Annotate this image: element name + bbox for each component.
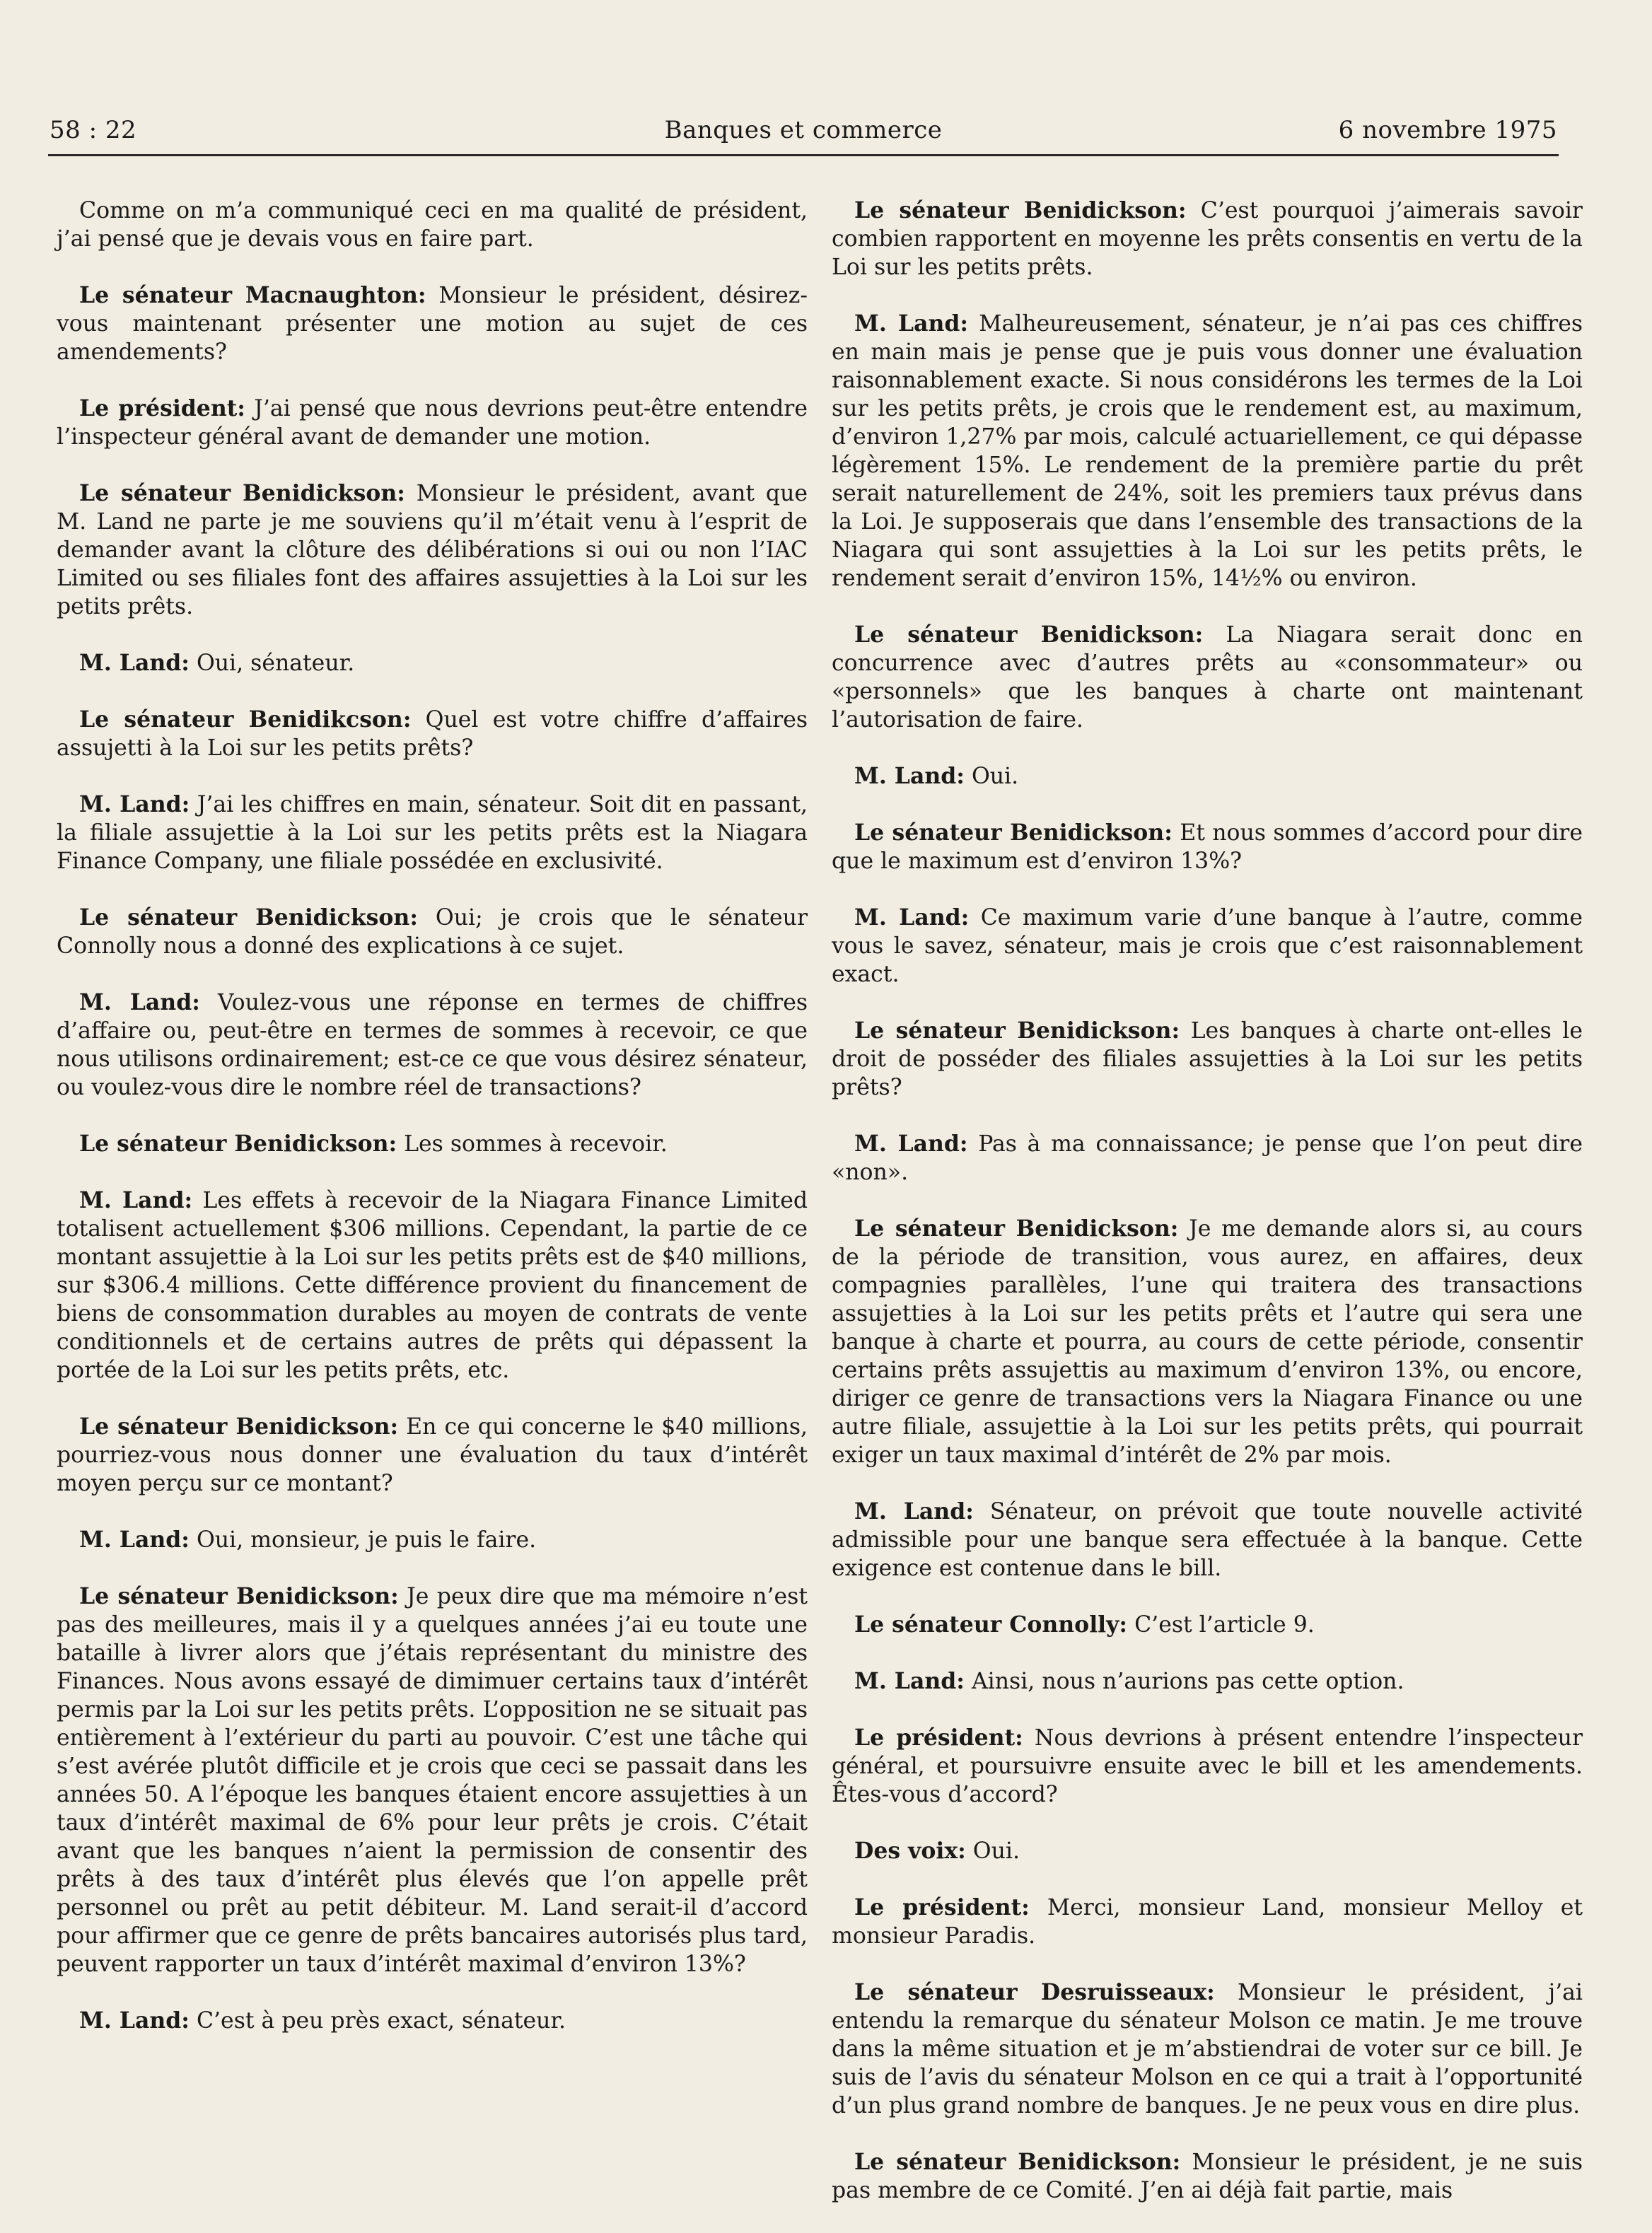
speaker-name: Le président: [854, 1894, 1030, 1920]
speaker-name: M. Land: [854, 904, 970, 931]
paragraph-text: Les effets à recevoir de la Niagara Finance Limited totalisent actuellement $306 millions. Cependant, la partie de ce montant assujettie à la Loi sur les petits prêts est de $40 millions, sur $306.4 millions. Cette différence provient du financement de biens de consommation durables au moyen de contrats de vente conditionnels et de certains autres de prêts qui dépassent la portée de la Loi sur les petits prêts, etc. [57, 1188, 808, 1383]
speaker-name: Le sénateur Macnaughton: [79, 282, 426, 308]
transcript-paragraph [57, 2007, 808, 2035]
speaker-name: M. Land: [854, 1131, 968, 1157]
transcript-paragraph [832, 1667, 1583, 1696]
speaker-name: M. Land: [854, 763, 965, 789]
speaker-name: Des voix: [854, 1838, 966, 1864]
speaker-name: M. Land: [79, 791, 190, 817]
transcript-paragraph [832, 1498, 1583, 1582]
transcript-paragraph [57, 395, 808, 451]
speaker-name: Le sénateur Benidickson: [854, 820, 1173, 846]
transcript-paragraph [57, 1526, 808, 1554]
transcript-paragraph [832, 197, 1583, 281]
running-title: Banques et commerce [664, 116, 943, 144]
speaker-name: Le sénateur Benidickson: [79, 1583, 399, 1609]
transcript-paragraph [832, 1130, 1583, 1187]
paragraph-text: Oui, sénateur. [196, 651, 355, 676]
paragraph-text: Monsieur le président, désirez-vous maintenant présenter une motion au sujet de ces amendements? [57, 283, 808, 365]
speaker-name: Le sénateur Benidickson: [854, 1018, 1180, 1044]
left-column [57, 197, 808, 2063]
speaker-name: Le président: [854, 1725, 1023, 1751]
paragraph-text: Malheureusement, sénateur, je n’ai pas ces chiffres en main mais je pense que je puis vous donner une évaluation raisonnablement exacte. Si nous considérons les termes de la Loi sur les petits prêts, je crois que le rendement est, au maximum, d’environ 1,27% par mois, calculé actuariellement, ce qui dépasse légèrement 15%. Le rendement de la première partie du prêt serait naturellement de 24%, soit les premiers taux prévus dans la Loi. Je supposerais que dans l’ensemble des transactions de la Niagara qui sont assujetties à la Loi sur les petits prêts, le rendement serait d’environ 15%, 14½% ou environ. [832, 311, 1583, 591]
paragraph-text: Les banques à charte ont-elles le droit de posséder des filiales assujetties à la Loi sur les petits prêts? [832, 1018, 1583, 1100]
speaker-name: M. Land: [854, 310, 969, 337]
right-column [832, 197, 1583, 2233]
speaker-name: Le sénateur Benidickson: [854, 622, 1204, 648]
speaker-name: Le sénateur Benidickson: [79, 480, 405, 506]
paragraph-text: Les sommes à recevoir. [404, 1131, 668, 1157]
paragraph-text: Monsieur le président, je ne suis pas membre de ce Comité. J’en ai déjà fait partie, mais [832, 2150, 1583, 2203]
page-header [48, 112, 1559, 156]
transcript-paragraph [57, 989, 808, 1102]
paragraph-text: Et nous sommes d’accord pour dire que le maximum est d’environ 13%? [832, 820, 1583, 874]
transcript-paragraph [832, 1978, 1583, 2120]
speaker-name: Le sénateur Benidickson: [79, 1413, 399, 1440]
transcript-paragraph [832, 1215, 1583, 1469]
paragraph-text: En ce qui concerne le $40 millions, pourriez-vous nous donner une évaluation du taux d’intérêt moyen perçu sur ce montant? [57, 1414, 808, 1496]
paragraph-text: C’est l’article 9. [1134, 1612, 1315, 1638]
paragraph-text: J’ai pensé que nous devrions peut-être entendre l’inspecteur général avant de demander une motion. [57, 396, 808, 450]
paragraph-text: Voulez-vous une réponse en termes de chiffres d’affaire ou, peut-être en termes de sommes à recevoir, ce que nous utilisons ordinairement; est-ce ce que vous désirez sénateur, ou voulez-vous dire le nombre réel de transactions? [57, 990, 808, 1100]
paragraph-text: Comme on m’a communiqué ceci en ma qualité de président, j’ai pensé que je devais vous en faire part. [57, 198, 808, 252]
paragraph-text: Oui. [971, 764, 1019, 789]
transcript-paragraph [57, 1130, 808, 1158]
paragraph-text: C’est pourquoi j’aimerais savoir combien rapportent en moyenne les prêts consentis en vertu de la Loi sur les petits prêts. [832, 198, 1583, 280]
speaker-name: Le président: [79, 395, 245, 421]
speaker-name: M. Land: [79, 989, 200, 1015]
transcript-paragraph [832, 762, 1583, 791]
transcript-paragraph [832, 819, 1583, 875]
transcript-paragraph [832, 1611, 1583, 1639]
transcript-paragraph [57, 649, 808, 677]
transcript-paragraph [57, 479, 808, 621]
speaker-name: Le sénateur Benidickson: [79, 1131, 397, 1157]
paragraph-text: Monsieur le président, avant que M. Land ne parte je me souviens qu’il m’était venu à l’esprit de demander avant la clôture des délibérations si oui ou non l’IAC Limited ou ses filiales font des affaires assujetties à la Loi sur les petits prêts. [57, 481, 808, 619]
paragraph-text: Oui. [972, 1838, 1020, 1864]
paragraph-text: Merci, monsieur Land, monsieur Melloy et monsieur Paradis. [832, 1895, 1583, 1949]
page-date: 6 novembre 1975 [1338, 116, 1557, 144]
speaker-name: M. Land: [854, 1668, 965, 1694]
speaker-name: Le sénateur Benidikcson: [79, 706, 412, 733]
paragraph-text: Ainsi, nous n’aurions pas cette option. [971, 1669, 1404, 1694]
transcript-paragraph [57, 1413, 808, 1498]
speaker-name: Le sénateur Benidickson: [79, 904, 418, 931]
transcript-paragraph [57, 1187, 808, 1384]
paragraph-text: Pas à ma connaissance; je pense que l’on peut dire «non». [832, 1131, 1583, 1185]
paragraph-text: Nous devrions à présent entendre l’inspecteur général, et poursuivre ensuite avec le bill et les amendements. Êtes-vous d’accord? [832, 1725, 1583, 1807]
paragraph-text: La Niagara serait donc en concurrence avec d’autres prêts au «consommateur» ou «personnels» que les banques à charte ont maintenant l’autorisation de faire. [832, 622, 1583, 733]
speaker-name: M. Land: [854, 1498, 974, 1524]
speaker-name: M. Land: [79, 1527, 190, 1553]
transcript-paragraph [832, 1837, 1583, 1865]
paragraph-text: J’ai les chiffres en main, sénateur. Soit dit en passant, la filiale assujettie à la Loi sur les petits prêts est la Niagara Finance Company, une filiale possédée en exclusivité. [57, 792, 808, 874]
transcript-paragraph [832, 310, 1583, 593]
speaker-name: Le sénateur Benidickson: [854, 2149, 1181, 2175]
paragraph-text: C’est à peu près exact, sénateur. [196, 2008, 566, 2034]
speaker-name: M. Land: [79, 1187, 193, 1213]
paragraph-text: Je peux dire que ma mémoire n’est pas des meilleures, mais il y a quelques années j’ai eu toute une bataille à livrer alors que j’étais représentant du ministre des Finances. Nous avons essayé de dimimuer certains taux d’intérêt permis par la Loi sur les petits prêts. L’opposition ne se situait pas entièrement à l’extérieur du parti au pouvoir. C’est une tâche qui s’est avérée plutôt difficile et je crois que ceci se passait dans les années 50. A l’époque les banques étaient encore assujetties à un taux d’intérêt maximal de 6% pour leur prêts je crois. C’était avant que les banques n’aient la permission de consentir des prêts à des taux d’intérêt plus élevés que l’on appelle prêt personnel ou prêt au petit débiteur. M. Land serait-il d’accord pour affirmer que ce genre de prêts bancaires autorisés plus tard, peuvent rapporter un taux d’intérêt maximal d’environ 13%? [57, 1584, 808, 1977]
transcript-paragraph [57, 197, 808, 253]
page-number: 58 : 22 [50, 116, 137, 144]
transcript-paragraph [57, 791, 808, 875]
speaker-name: Le sénateur Benidickson: [854, 197, 1187, 223]
speaker-name: M. Land: [79, 2007, 190, 2034]
paragraph-text: Quel est votre chiffre d’affaires assujetti à la Loi sur les petits prêts? [57, 707, 808, 761]
paragraph-text: Monsieur le président, j’ai entendu la remarque du sénateur Molson ce matin. Je me trouve dans la même situation et je m’abstiendrai de voter sur ce bill. Je suis de l’avis du sénateur Molson en ce qui a trait à l’opportunité d’un plus grand nombre de banques. Je ne peux vous en dire plus. [832, 1980, 1583, 2118]
paragraph-text: Sénateur, on prévoit que toute nouvelle activité admissible pour une banque sera effectuée à la banque. Cette exigence est contenue dans le bill. [832, 1499, 1583, 1581]
transcript-paragraph [832, 1894, 1583, 1950]
speaker-name: Le sénateur Desruisseaux: [854, 1979, 1215, 2005]
paragraph-text: Oui; je crois que le sénateur Connolly nous a donné des explications à ce sujet. [57, 905, 808, 959]
transcript-paragraph [832, 621, 1583, 734]
transcript-paragraph [57, 706, 808, 762]
speaker-name: Le sénateur Benidickson: [854, 1215, 1179, 1242]
transcript-paragraph [832, 2148, 1583, 2205]
transcript-paragraph [57, 904, 808, 960]
transcript-paragraph [57, 281, 808, 366]
transcript-paragraph [57, 1582, 808, 1978]
transcript-paragraph [832, 904, 1583, 989]
speaker-name: M. Land: [79, 650, 190, 676]
transcript-paragraph [832, 1017, 1583, 1102]
paragraph-text: Oui, monsieur, je puis le faire. [196, 1527, 537, 1553]
speaker-name: Le sénateur Connolly: [854, 1611, 1128, 1638]
transcript-paragraph [832, 1724, 1583, 1809]
paragraph-text: Je me demande alors si, au cours de la période de transition, vous aurez, en affaires, deux compagnies parallèles, l’une qui traitera des transactions assujetties à la Loi sur les petits prêts et l’autre qui sera une banque à charte et pourra, au cours de cette période, consentir certains prêts assujettis au maximum d’environ 13%, ou encore, diriger ce genre de transactions vers la Niagara Finance ou une autre filiale, assujettie à la Loi sur les petits prêts, qui pourrait exiger un taux maximal d’intérêt de 2% par mois. [832, 1216, 1583, 1468]
paragraph-text: Ce maximum varie d’une banque à l’autre, comme vous le savez, sénateur, mais je crois que c’est raisonnablement exact. [832, 905, 1583, 987]
